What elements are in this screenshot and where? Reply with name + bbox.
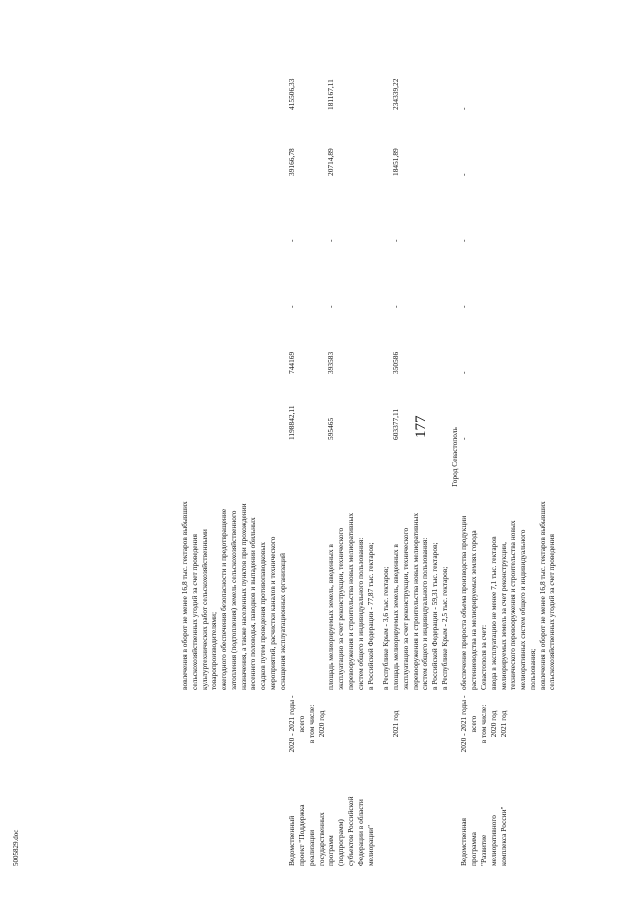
desc-line: культуртехнических работ сельскохозяйственными (199, 529, 209, 690)
section-heading: Город Севастополь (449, 427, 459, 487)
table-row (326, 46, 391, 868)
value-cell: - (391, 305, 401, 308)
page-number: 177 (413, 415, 429, 438)
description-cell (180, 442, 287, 692)
value-cell: - (326, 239, 336, 242)
desc-line: мелиоративных систем общего и индивидуального (518, 529, 528, 690)
value-cell: - (459, 305, 469, 308)
value-cell: 744169 (287, 351, 297, 374)
value-cell: - (391, 239, 401, 242)
desc-line: сельскохозяйственных угодий за счет проведения (547, 534, 557, 690)
desc-line: эксплуатацию за счет реконструкции, технического (336, 527, 346, 690)
desc-line: оснащения эксплуатационных организаций (277, 552, 287, 690)
table-row (180, 46, 287, 868)
period-line: всего (469, 715, 479, 733)
description-cell (391, 442, 450, 692)
value-cell: 18451,89 (391, 148, 401, 176)
name-cell (180, 756, 287, 868)
name-line: реализации (306, 829, 316, 866)
value-cell: 603377,11 (391, 408, 401, 440)
description-cell (459, 442, 557, 692)
period-cell (180, 692, 287, 756)
desc-line: в Российской Федерации - 77,87 тыс. гектаров; (365, 542, 375, 690)
desc-line: обеспечение прироста объема производства продукции (459, 515, 469, 690)
period-line: 2020 - 2021 годы - (287, 695, 297, 753)
table-row (391, 46, 450, 868)
value-cell: - (287, 239, 297, 242)
period-line: всего (297, 715, 307, 733)
name-line: субъектов Российской (346, 796, 356, 866)
period-cell (391, 692, 450, 756)
desc-line: эксплуатацию за счет реконструкции, технического (400, 527, 410, 690)
value-cell: 234339,22 (391, 78, 401, 110)
period-cell (459, 692, 557, 756)
table-row (450, 46, 460, 868)
desc-line: в Республике Крым - 2,5 тыс. гектаров; (439, 566, 449, 690)
desc-line: систем общего и индивидуального пользования: (355, 537, 365, 690)
name-line: программ (326, 835, 336, 866)
period-line: 2020 год (488, 710, 498, 738)
name-cell (459, 756, 557, 868)
value-cell: 350586 (391, 351, 401, 374)
value-cell: - (459, 371, 469, 374)
desc-line: вовлечения в оборот не менее 16,8 тыс. гектаров выбывших (180, 501, 189, 690)
program-table (180, 46, 557, 868)
value-cell: 393583 (326, 351, 336, 374)
desc-line: систем общего и индивидуального пользования: (420, 537, 430, 690)
name-line: "Развитие (478, 834, 488, 866)
value-cell: 415506,33 (287, 78, 297, 110)
value-cell: 181167,11 (326, 79, 336, 110)
desc-line: площадь мелиорируемых земель, введенных в (326, 544, 336, 690)
value-cell: 20714,89 (326, 148, 336, 176)
desc-line: Севастополя за счет: (478, 624, 488, 690)
rotated-table-frame (180, 78, 640, 868)
period-line: 2021 год (391, 710, 401, 738)
name-line: Ведомственная (459, 818, 469, 866)
period-line: 2021 год (498, 710, 508, 738)
name-line: Ведомственный (287, 815, 297, 866)
desc-line: ввода в эксплуатацию не менее 7,1 тыс. гектаров (488, 536, 498, 690)
value-cell: - (459, 239, 469, 242)
period-line: в том числе: (478, 704, 488, 744)
desc-line: вовлечения в оборот не менее 16,8 тыс. гектаров выбывших (537, 501, 547, 690)
period-line: 2020 год (316, 710, 326, 738)
name-cell (287, 756, 449, 868)
period-cell (287, 692, 326, 756)
desc-line: ежегодного обеспечения безопасности и предотвращение (219, 508, 229, 690)
document-id: 5005829.doc (12, 829, 20, 866)
description-cell (326, 442, 391, 692)
desc-line: перевооружения и строительства новых мелиоративных (346, 512, 356, 690)
table-row (287, 46, 326, 868)
desc-line: затопления (подтопления) земель сельскохозяйственного (228, 510, 238, 690)
desc-line: осадков путем проведения противопаводковых (258, 542, 268, 690)
desc-line: назначения, а также населенных пунктов при прохождении (238, 503, 248, 690)
value-cell: - (459, 437, 469, 440)
name-line: программа (469, 832, 479, 866)
desc-line: в Республике Крым - 3,6 тыс. гектаров; (381, 566, 391, 690)
value-cell: - (326, 305, 336, 308)
value-cell: 39166,78 (287, 148, 297, 176)
name-line: мелиоративного (488, 815, 498, 866)
name-line: мелиорации" (365, 824, 375, 866)
value-cell: - (459, 107, 469, 110)
desc-line: пользования; (527, 648, 537, 690)
desc-line: мелиорируемых земель за счет реконструкции, (498, 542, 508, 690)
period-line: в том числе: (306, 704, 316, 744)
period-line: 2020 - 2021 годы - (459, 695, 469, 753)
value-cells (180, 46, 287, 442)
period-cell (326, 692, 391, 756)
desc-line: весеннего половодья, паводков и выпадении обильных (248, 517, 258, 690)
desc-line: мероприятий, расчистки каналов и технического (267, 536, 277, 690)
name-line: (подпрограмм) (336, 819, 346, 866)
name-line: комплекса России" (498, 806, 508, 866)
value-cell: 1198842,11 (287, 405, 297, 440)
value-cell: - (287, 305, 297, 308)
desc-line: растениеводства на мелиорируемых землях города (469, 530, 479, 690)
name-line: Федерации в области (355, 799, 365, 866)
description-cell (287, 442, 326, 692)
name-line: государственных (316, 812, 326, 866)
desc-line: технического перевооружения и строительства новых (508, 520, 518, 690)
desc-line: товаропроизводителями; (209, 611, 219, 690)
value-cell: 595465 (326, 417, 336, 440)
table-row (459, 46, 557, 868)
name-line: проект "Поддержка (297, 804, 307, 866)
desc-line: сельскохозяйственных угодий за счет проведения (189, 534, 199, 690)
desc-line: в Российской Федерации - 59,31 тыс. гектаров; (430, 542, 440, 690)
desc-line: перевооружения и строительства новых мелиоративных (410, 512, 420, 690)
value-cell: - (459, 173, 469, 176)
desc-line: площадь мелиорируемых земель, введенных в (391, 544, 401, 690)
